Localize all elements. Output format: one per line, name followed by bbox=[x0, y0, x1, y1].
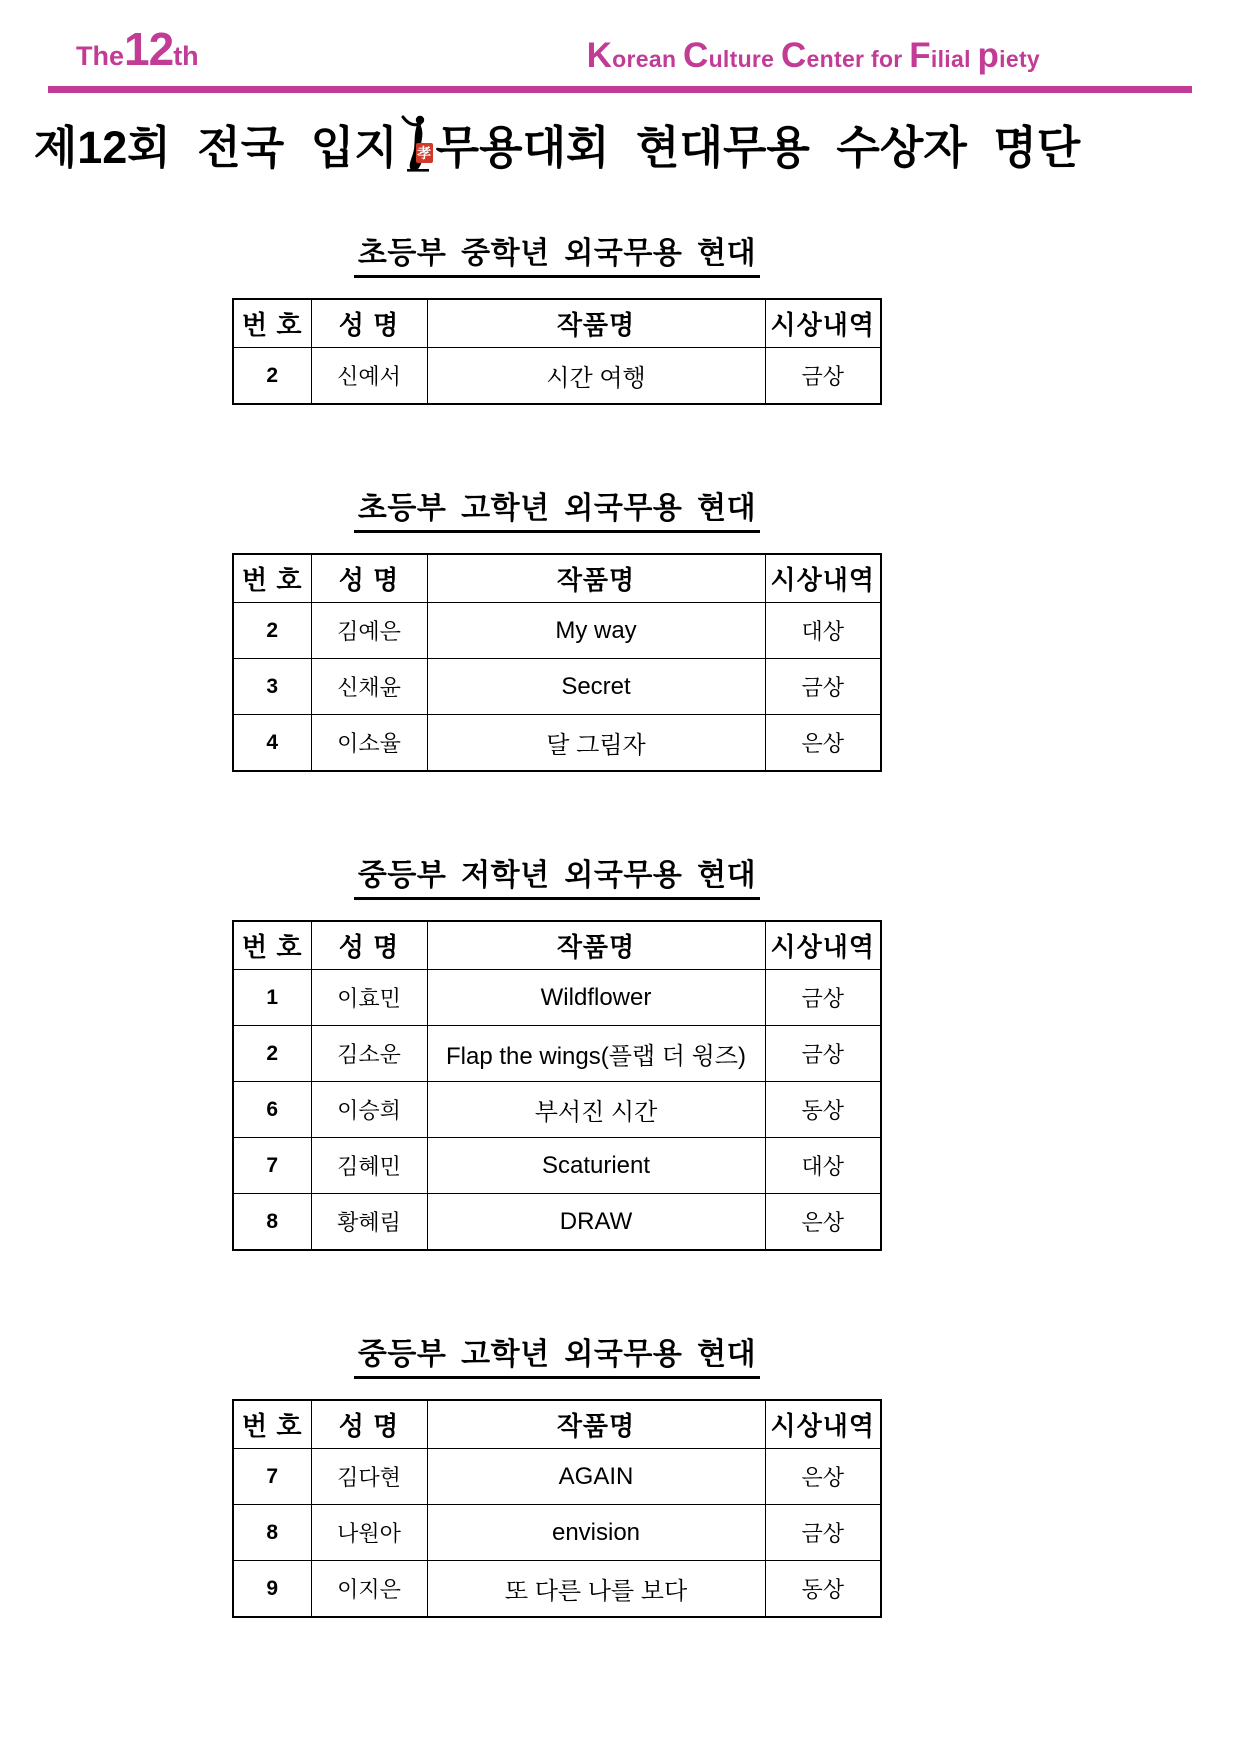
table-row bbox=[233, 715, 881, 772]
center-name-part: p bbox=[977, 36, 1000, 75]
table-row bbox=[233, 603, 881, 659]
cell-name: 나원아 bbox=[311, 1505, 427, 1561]
column-header: 작품명 bbox=[427, 921, 765, 970]
cell-number: 7 bbox=[233, 1449, 311, 1505]
table-row bbox=[233, 1138, 881, 1194]
cell-name: 이효민 bbox=[311, 970, 427, 1026]
column-header: 작품명 bbox=[427, 554, 765, 603]
cell-award: 금상 bbox=[765, 1505, 881, 1561]
edition-label bbox=[76, 22, 199, 76]
table-row bbox=[233, 1026, 881, 1082]
table-row bbox=[233, 348, 881, 405]
awards-table bbox=[232, 553, 882, 772]
award-section bbox=[52, 1329, 1062, 1618]
center-name-part: ulture bbox=[708, 46, 781, 72]
table-header-row bbox=[233, 921, 881, 970]
column-header: 성 명 bbox=[311, 299, 427, 348]
column-header: 번 호 bbox=[233, 921, 311, 970]
section-title: 중등부 저학년 외국무용 현대 bbox=[354, 850, 760, 900]
cell-number: 2 bbox=[233, 603, 311, 659]
column-header: 시상내역 bbox=[765, 1400, 881, 1449]
cell-award: 금상 bbox=[765, 970, 881, 1026]
cell-name: 이지은 bbox=[311, 1561, 427, 1618]
center-name-part: for bbox=[870, 46, 910, 72]
edition-the: The bbox=[76, 41, 125, 71]
column-header: 시상내역 bbox=[765, 554, 881, 603]
cell-work: My way bbox=[427, 603, 765, 659]
cell-name: 김예은 bbox=[311, 603, 427, 659]
table-row bbox=[233, 1561, 881, 1618]
column-header: 성 명 bbox=[311, 554, 427, 603]
section-title-wrap bbox=[52, 228, 1062, 278]
cell-number: 2 bbox=[233, 348, 311, 405]
cell-award: 동상 bbox=[765, 1561, 881, 1618]
cell-number: 8 bbox=[233, 1194, 311, 1251]
page-header bbox=[0, 0, 1240, 76]
table-header-row bbox=[233, 554, 881, 603]
dancer-stamp-logo bbox=[399, 115, 435, 173]
content-column bbox=[33, 111, 1081, 1618]
table-row bbox=[233, 1194, 881, 1251]
header-divider-bar bbox=[48, 86, 1192, 93]
column-header: 작품명 bbox=[427, 299, 765, 348]
award-section bbox=[52, 850, 1062, 1251]
edition-suffix: th bbox=[173, 41, 199, 71]
cell-number: 3 bbox=[233, 659, 311, 715]
cell-number: 8 bbox=[233, 1505, 311, 1561]
center-name-part: F bbox=[909, 36, 931, 75]
cell-number: 2 bbox=[233, 1026, 311, 1082]
cell-award: 은상 bbox=[765, 1194, 881, 1251]
cell-name: 신예서 bbox=[311, 348, 427, 405]
cell-award: 금상 bbox=[765, 1026, 881, 1082]
table-row bbox=[233, 1505, 881, 1561]
cell-award: 대상 bbox=[765, 1138, 881, 1194]
table-row bbox=[233, 1082, 881, 1138]
section-title: 중등부 고학년 외국무용 현대 bbox=[354, 1329, 760, 1379]
cell-name: 김소운 bbox=[311, 1026, 427, 1082]
column-header: 성 명 bbox=[311, 1400, 427, 1449]
column-header: 번 호 bbox=[233, 554, 311, 603]
cell-award: 동상 bbox=[765, 1082, 881, 1138]
cell-work: Scaturient bbox=[427, 1138, 765, 1194]
sections bbox=[52, 228, 1062, 1618]
center-name bbox=[587, 36, 1040, 76]
cell-work: 달 그림자 bbox=[427, 715, 765, 772]
column-header: 성 명 bbox=[311, 921, 427, 970]
center-name-part: ilial bbox=[930, 46, 978, 72]
section-title-wrap bbox=[52, 1329, 1062, 1379]
cell-award: 은상 bbox=[765, 1449, 881, 1505]
section-title: 초등부 고학년 외국무용 현대 bbox=[354, 483, 760, 533]
cell-work: 또 다른 나를 보다 bbox=[427, 1561, 765, 1618]
center-name-part: enter bbox=[806, 46, 871, 72]
table-row bbox=[233, 659, 881, 715]
center-name-part: K bbox=[586, 36, 613, 75]
cell-work: Secret bbox=[427, 659, 765, 715]
table-row bbox=[233, 1449, 881, 1505]
cell-number: 6 bbox=[233, 1082, 311, 1138]
cell-name: 신채윤 bbox=[311, 659, 427, 715]
page-title bbox=[33, 111, 1081, 176]
column-header: 시상내역 bbox=[765, 921, 881, 970]
cell-number: 9 bbox=[233, 1561, 311, 1618]
cell-name: 이승희 bbox=[311, 1082, 427, 1138]
cell-work: Flap the wings(플랩 더 윙즈) bbox=[427, 1026, 765, 1082]
column-header: 작품명 bbox=[427, 1400, 765, 1449]
cell-work: DRAW bbox=[427, 1194, 765, 1251]
awards-table bbox=[232, 1399, 882, 1618]
section-title-wrap bbox=[52, 483, 1062, 533]
cell-name: 김다현 bbox=[311, 1449, 427, 1505]
section-title-wrap bbox=[52, 850, 1062, 900]
cell-name: 황혜림 bbox=[311, 1194, 427, 1251]
cell-number: 1 bbox=[233, 970, 311, 1026]
page-title-part1: 제12회 전국 입지 bbox=[33, 122, 398, 173]
awards-table bbox=[232, 920, 882, 1251]
center-name-part: orean bbox=[612, 46, 683, 72]
cell-work: AGAIN bbox=[427, 1449, 765, 1505]
section-title: 초등부 중학년 외국무용 현대 bbox=[354, 228, 760, 278]
column-header: 번 호 bbox=[233, 299, 311, 348]
awards-table bbox=[232, 298, 882, 405]
cell-number: 7 bbox=[233, 1138, 311, 1194]
cell-work: Wildflower bbox=[427, 970, 765, 1026]
award-section bbox=[52, 228, 1062, 405]
cell-work: envision bbox=[427, 1505, 765, 1561]
cell-work: 시간 여행 bbox=[427, 348, 765, 405]
center-name-part: C bbox=[780, 36, 807, 75]
cell-award: 금상 bbox=[765, 348, 881, 405]
table-header-row bbox=[233, 1400, 881, 1449]
cell-name: 김혜민 bbox=[311, 1138, 427, 1194]
cell-work: 부서진 시간 bbox=[427, 1082, 765, 1138]
cell-award: 금상 bbox=[765, 659, 881, 715]
table-row bbox=[233, 970, 881, 1026]
award-section bbox=[52, 483, 1062, 772]
cell-name: 이소율 bbox=[311, 715, 427, 772]
cell-award: 대상 bbox=[765, 603, 881, 659]
center-name-part: iety bbox=[999, 46, 1040, 72]
table-header-row bbox=[233, 299, 881, 348]
edition-number: 12 bbox=[124, 23, 174, 75]
filial-piety-stamp: 孝 bbox=[417, 144, 432, 161]
column-header: 시상내역 bbox=[765, 299, 881, 348]
cell-number: 4 bbox=[233, 715, 311, 772]
column-header: 번 호 bbox=[233, 1400, 311, 1449]
page-title-part2: 무용대회 현대무용 수상자 명단 bbox=[435, 122, 1081, 173]
center-name-part: C bbox=[683, 36, 709, 75]
cell-award: 은상 bbox=[765, 715, 881, 772]
